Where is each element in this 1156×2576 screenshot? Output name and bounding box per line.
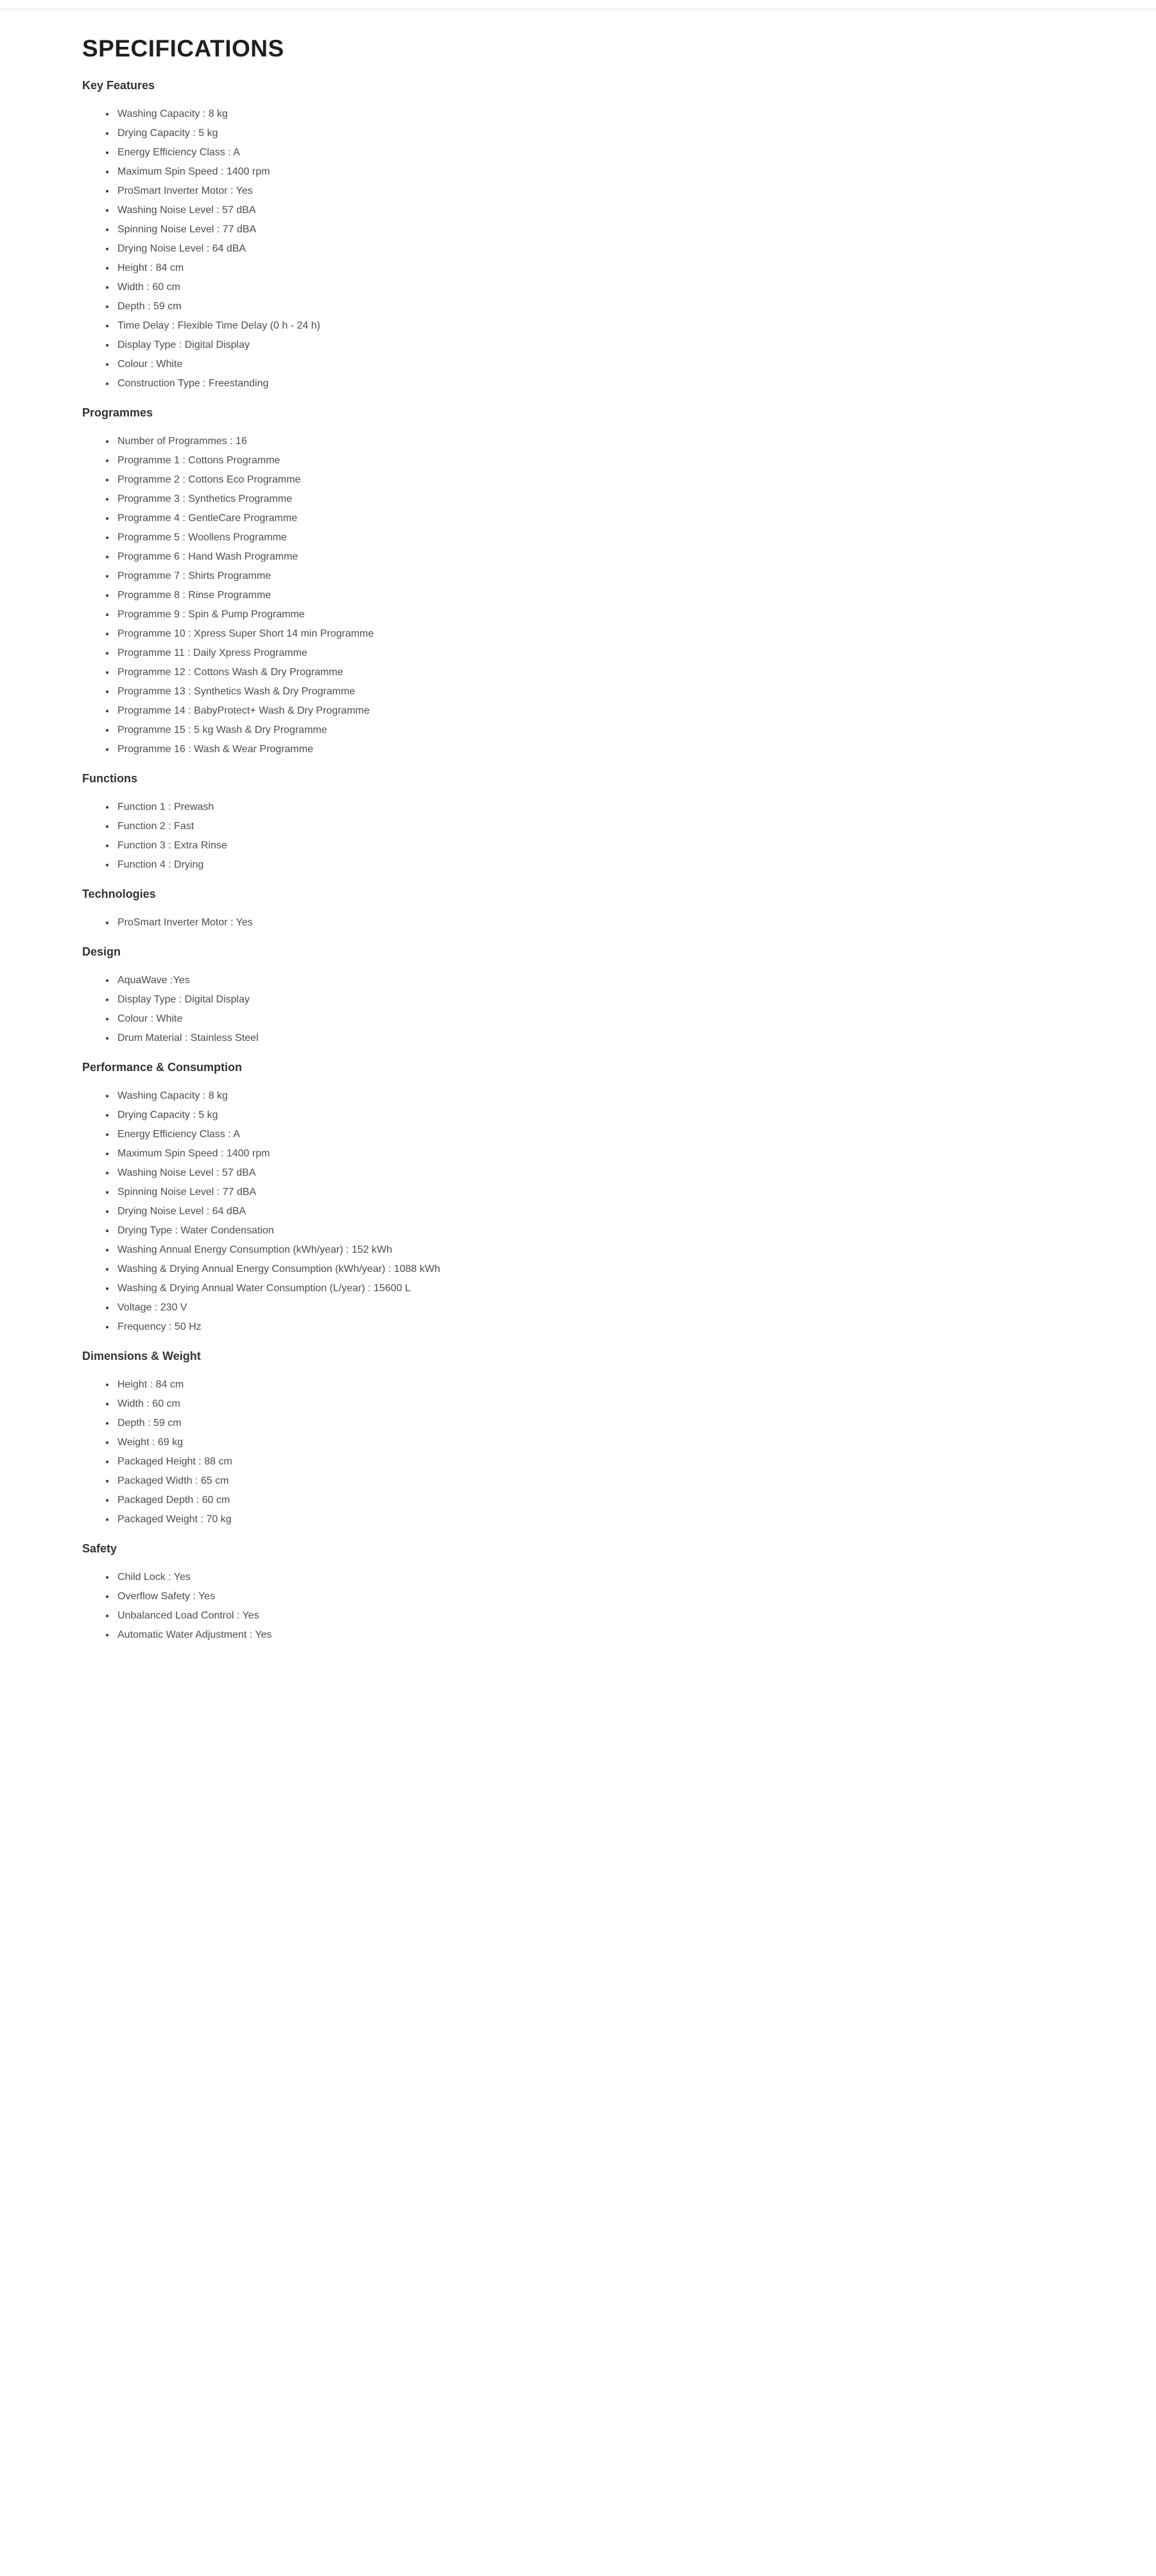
spec-item: Spinning Noise Level : 77 dBA: [82, 1186, 1074, 1199]
spec-item: Programme 6 : Hand Wash Programme: [82, 551, 1074, 563]
spec-item: Programme 15 : 5 kg Wash & Dry Programme: [82, 724, 1074, 737]
spec-item: Programme 14 : BabyProtect+ Wash & Dry Programme: [82, 705, 1074, 717]
spec-item: Function 2 : Fast: [82, 820, 1074, 833]
specifications-page: [0, 35, 1156, 1687]
spec-item: Washing & Drying Annual Energy Consumption (kWh/year) : 1088 kWh: [82, 1263, 1074, 1276]
spec-item: Drying Capacity : 5 kg: [82, 1109, 1074, 1122]
spec-item: Spinning Noise Level : 77 dBA: [82, 223, 1074, 236]
spec-item: Programme 13 : Synthetics Wash & Dry Programme: [82, 685, 1074, 698]
spec-item: Programme 7 : Shirts Programme: [82, 570, 1074, 583]
spec-item: Unbalanced Load Control : Yes: [82, 1610, 1074, 1622]
spec-item: Depth : 59 cm: [82, 300, 1074, 313]
spec-item: Child Lock : Yes: [82, 1571, 1074, 1584]
page-title: SPECIFICATIONS: [82, 35, 284, 62]
section-heading: Technologies: [82, 887, 156, 900]
spec-item: Drying Capacity : 5 kg: [82, 127, 1074, 140]
spec-item: Height : 84 cm: [82, 262, 1074, 275]
spec-item: Programme 12 : Cottons Wash & Dry Programme: [82, 666, 1074, 679]
spec-item: Washing Capacity : 8 kg: [82, 1090, 1074, 1103]
spec-list: [82, 1571, 1074, 1642]
spec-section: [82, 887, 1074, 929]
spec-list: [82, 1090, 1074, 1334]
spec-item: Packaged Weight : 70 kg: [82, 1513, 1074, 1526]
spec-item: Display Type : Digital Display: [82, 993, 1074, 1006]
section-heading: Design: [82, 945, 121, 958]
spec-item: Packaged Width : 65 cm: [82, 1475, 1074, 1488]
spec-item: Programme 2 : Cottons Eco Programme: [82, 474, 1074, 486]
spec-item: Height : 84 cm: [82, 1378, 1074, 1391]
spec-section: [82, 1060, 1074, 1334]
spec-item: Function 1 : Prewash: [82, 801, 1074, 814]
spec-item: Washing Annual Energy Consumption (kWh/year) : 152 kWh: [82, 1244, 1074, 1257]
spec-item: Programme 11 : Daily Xpress Programme: [82, 647, 1074, 660]
section-heading: Performance & Consumption: [82, 1060, 243, 1074]
spec-item: Drying Noise Level : 64 dBA: [82, 243, 1074, 255]
spec-list: [82, 974, 1074, 1045]
spec-section: [82, 1541, 1074, 1642]
spec-item: Function 3 : Extra Rinse: [82, 839, 1074, 852]
spec-item: Function 4 : Drying: [82, 859, 1074, 872]
spec-item: Packaged Depth : 60 cm: [82, 1494, 1074, 1507]
spec-item: Drying Noise Level : 64 dBA: [82, 1205, 1074, 1218]
spec-item: Depth : 59 cm: [82, 1417, 1074, 1430]
spec-section: [82, 1349, 1074, 1526]
spec-item: Weight : 69 kg: [82, 1436, 1074, 1449]
spec-section: [82, 406, 1074, 756]
spec-item: Programme 9 : Spin & Pump Programme: [82, 608, 1074, 621]
section-heading: Safety: [82, 1541, 117, 1555]
spec-item: Width : 60 cm: [82, 281, 1074, 294]
spec-item: Washing Capacity : 8 kg: [82, 108, 1074, 121]
sections-container: [82, 78, 1074, 1642]
spec-item: Time Delay : Flexible Time Delay (0 h - 24 h): [82, 320, 1074, 332]
spec-list: [82, 916, 1074, 929]
spec-item: Width : 60 cm: [82, 1398, 1074, 1411]
spec-item: Energy Efficiency Class : A: [82, 146, 1074, 159]
spec-item: AquaWave :Yes: [82, 974, 1074, 987]
spec-item: Washing Noise Level : 57 dBA: [82, 204, 1074, 217]
spec-item: Programme 10 : Xpress Super Short 14 min Programme: [82, 628, 1074, 640]
spec-item: Maximum Spin Speed : 1400 rpm: [82, 166, 1074, 178]
top-divider: [0, 8, 1156, 10]
section-heading: Key Features: [82, 78, 155, 92]
spec-section: [82, 78, 1074, 390]
spec-item: Programme 5 : Woollens Programme: [82, 531, 1074, 544]
spec-list: [82, 1378, 1074, 1526]
section-heading: Dimensions & Weight: [82, 1349, 201, 1362]
spec-item: Packaged Height : 88 cm: [82, 1455, 1074, 1468]
spec-item: Colour : White: [82, 358, 1074, 371]
spec-item: Programme 4 : GentleCare Programme: [82, 512, 1074, 525]
spec-item: Washing & Drying Annual Water Consumption (L/year) : 15600 L: [82, 1282, 1074, 1295]
spec-item: ProSmart Inverter Motor : Yes: [82, 916, 1074, 929]
spec-list: [82, 801, 1074, 872]
spec-item: Programme 16 : Wash & Wear Programme: [82, 743, 1074, 756]
spec-item: Display Type : Digital Display: [82, 339, 1074, 352]
spec-item: Colour : White: [82, 1013, 1074, 1026]
spec-item: Programme 8 : Rinse Programme: [82, 589, 1074, 602]
spec-item: Drying Type : Water Condensation: [82, 1224, 1074, 1237]
spec-item: Number of Programmes : 16: [82, 435, 1074, 448]
section-heading: Functions: [82, 771, 137, 785]
spec-item: Drum Material : Stainless Steel: [82, 1032, 1074, 1045]
spec-item: Washing Noise Level : 57 dBA: [82, 1167, 1074, 1180]
spec-section: [82, 945, 1074, 1045]
spec-item: Voltage : 230 V: [82, 1301, 1074, 1314]
spec-item: Overflow Safety : Yes: [82, 1590, 1074, 1603]
spec-item: Energy Efficiency Class : A: [82, 1128, 1074, 1141]
spec-item: Maximum Spin Speed : 1400 rpm: [82, 1147, 1074, 1160]
spec-item: Frequency : 50 Hz: [82, 1321, 1074, 1334]
spec-item: Automatic Water Adjustment : Yes: [82, 1629, 1074, 1642]
spec-section: [82, 771, 1074, 872]
spec-list: [82, 108, 1074, 390]
section-heading: Programmes: [82, 406, 153, 419]
spec-item: ProSmart Inverter Motor : Yes: [82, 185, 1074, 198]
spec-list: [82, 435, 1074, 756]
spec-item: Programme 3 : Synthetics Programme: [82, 493, 1074, 506]
spec-item: Construction Type : Freestanding: [82, 377, 1074, 390]
spec-item: Programme 1 : Cottons Programme: [82, 454, 1074, 467]
